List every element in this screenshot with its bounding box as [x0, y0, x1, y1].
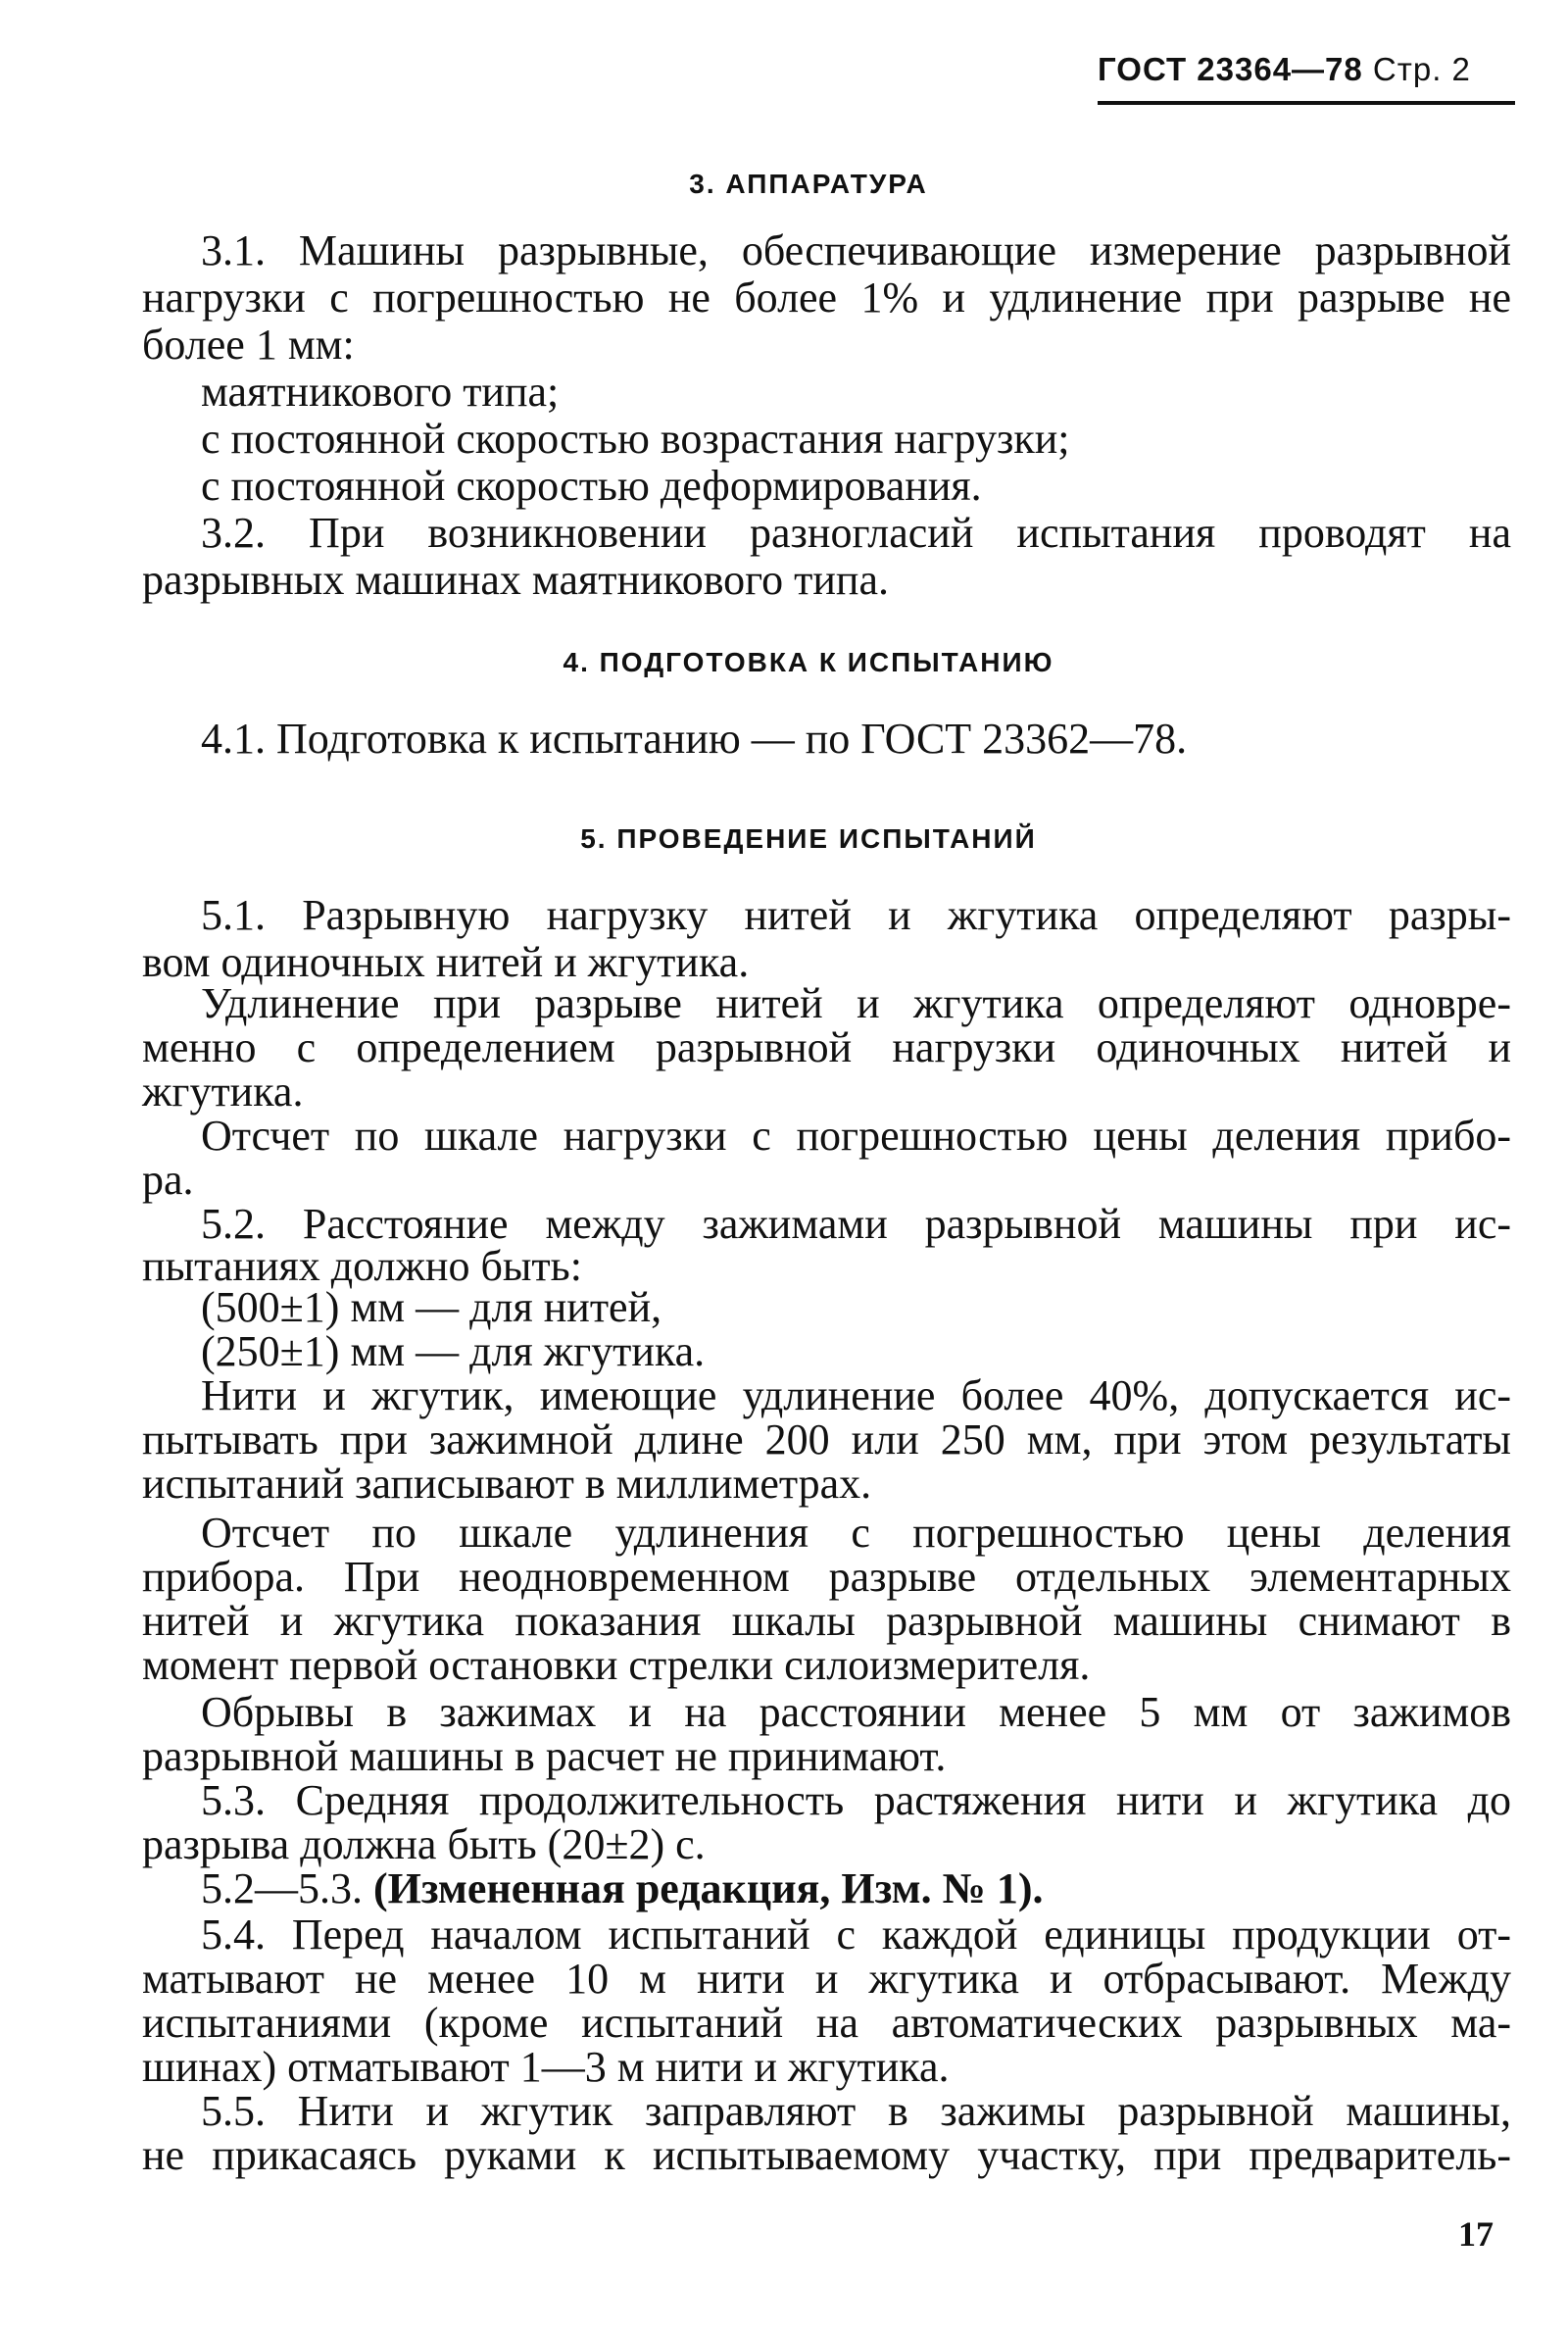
paragraph-line: момент первой остановки стрелки силоизмерителя.	[142, 1641, 1091, 1689]
paragraph-line: испытаний записывают в миллиметрах.	[142, 1460, 872, 1508]
paragraph-line: Отсчет по шкале удлинения с погрешностью цены деления	[201, 1509, 1511, 1557]
paragraph-line: разрывной машины в расчет не принимают.	[142, 1732, 947, 1780]
paragraph-line: испытаниями (кроме испытаний на автоматических разрывных ма-	[142, 1999, 1511, 2047]
paragraph-line: 5.5. Нити и жгутик заправляют в зажимы разрывной машины,	[201, 2087, 1511, 2135]
page-number: 17	[1458, 2214, 1494, 2254]
paragraph-line: разрывных машинах маятникового типа.	[142, 556, 889, 604]
paragraph-line: 5.1. Разрывную нагрузку нитей и жгутика определяют разры-	[201, 891, 1511, 939]
paragraph-line: Нити и жгутик, имеющие удлинение более 40%, допускается ис-	[201, 1371, 1511, 1419]
page-label: Стр. 2	[1372, 51, 1471, 87]
paragraph-line: более 1 мм:	[142, 321, 355, 369]
paragraph-line: 5.4. Перед началом испытаний с каждой единицы продукции от-	[201, 1910, 1511, 1959]
doc-code: ГОСТ 23364—78	[1098, 51, 1363, 87]
paragraph-line: (500±1) мм — для нитей,	[201, 1283, 662, 1331]
paragraph-line: пытаниях должно быть:	[142, 1242, 582, 1290]
paragraph-line: Отсчет по шкале нагрузки с погрешностью цены деления прибо-	[201, 1112, 1511, 1160]
header-rule	[1098, 101, 1515, 105]
paragraph-line: нитей и жгутика показания шкалы разрывной машины снимают в	[142, 1597, 1511, 1645]
paragraph-line: 3.1. Машины разрывные, обеспечивающие измерение разрывной	[201, 226, 1511, 274]
paragraph-line: вом одиночных нитей и жгутика.	[142, 938, 750, 986]
paragraph-line: менно с определением разрывной нагрузки одиночных нитей и	[142, 1023, 1511, 1071]
section-3-title: 3. АППАРАТУРА	[689, 169, 928, 199]
paragraph-line: 4.1. Подготовка к испытанию — по ГОСТ 23362—78.	[201, 715, 1188, 763]
amendment-line	[201, 1865, 1511, 1912]
paragraph-line: с постоянной скоростью возрастания нагрузки;	[201, 415, 1070, 463]
section-5-title: 5. ПРОВЕДЕНИЕ ИСПЫТАНИЙ	[580, 823, 1037, 854]
paragraph-line: разрыва должна быть (20±2) с.	[142, 1820, 706, 1868]
paragraph-line: Обрывы в зажимах и на расстоянии менее 5 мм от зажимов	[201, 1688, 1511, 1736]
paragraph-line: 5.2. Расстояние между зажимами разрывной машины при ис-	[201, 1200, 1511, 1248]
paragraph-line: маятникового типа;	[201, 368, 560, 416]
amendment-text: (Измененная редакция, Изм. № 1).	[373, 1864, 1044, 1912]
paragraph-line: нагрузки с погрешностью не более 1% и удлинение при разрыве не	[142, 273, 1511, 322]
paragraph-line: (250±1) мм — для жгутика.	[201, 1327, 706, 1375]
amendment-prefix: 5.2—5.3.	[201, 1864, 363, 1912]
paragraph-line: не прикасаясь руками к испытываемому участку, при предваритель-	[142, 2131, 1511, 2179]
paragraph-line: жгутика.	[142, 1067, 304, 1116]
paragraph-line: 3.2. При возникновении разногласий испытания проводят на	[201, 509, 1511, 557]
section-4-title: 4. ПОДГОТОВКА К ИСПЫТАНИЮ	[563, 647, 1054, 677]
paragraph-line: с постоянной скоростью деформирования.	[201, 462, 982, 510]
paragraph-line: пытывать при зажимной длине 200 или 250 мм, при этом результаты	[142, 1415, 1511, 1464]
paragraph-line: шинах) отматывают 1—3 м нити и жгутика.	[142, 2043, 950, 2091]
document-header	[1098, 51, 1471, 88]
paragraph-line: 5.3. Средняя продолжительность растяжения нити и жгутика до	[201, 1776, 1511, 1824]
paragraph-line: Удлинение при разрыве нитей и жгутика определяют одновре-	[201, 979, 1511, 1027]
paragraph-line: ра.	[142, 1156, 194, 1204]
paragraph-line: прибора. При неодновременном разрыве отдельных элементарных	[142, 1553, 1511, 1601]
paragraph-line: матывают не менее 10 м нити и жгутика и отбрасывают. Между	[142, 1955, 1511, 2003]
